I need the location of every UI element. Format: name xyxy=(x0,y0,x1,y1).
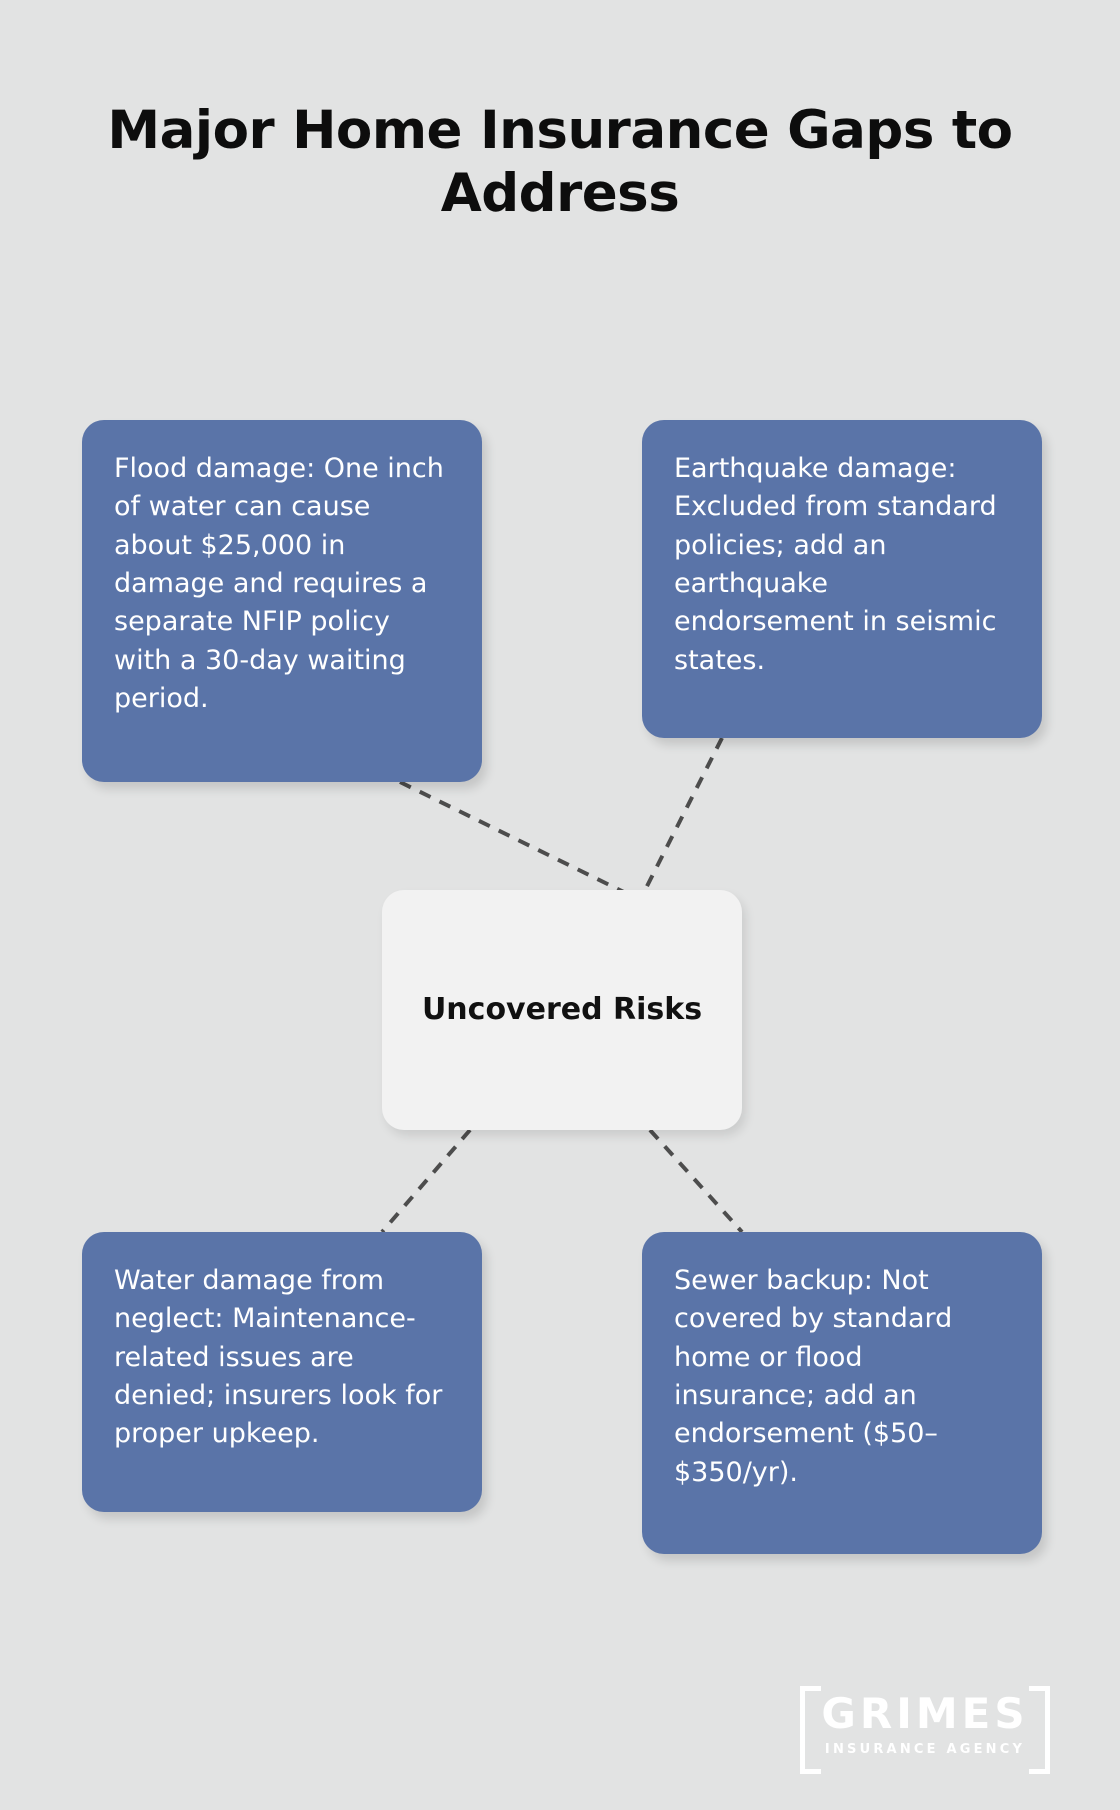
connector-flood-to-center xyxy=(400,782,640,900)
brand-name: GRIMES xyxy=(821,1689,1029,1738)
brand-logo xyxy=(800,1680,1050,1770)
center-node-uncovered-risks: Uncovered Risks xyxy=(382,890,742,1130)
connector-earthquake-to-center xyxy=(640,738,722,900)
brand-tagline: INSURANCE AGENCY xyxy=(824,1742,1026,1757)
risk-card-sewer-backup: Sewer backup: Not covered by standard home or flood insurance; add an endorsement ($50–$350/yr). xyxy=(642,1232,1042,1554)
connector-center-to-sewer xyxy=(650,1130,742,1232)
risk-card-flood: Flood damage: One inch of water can cause about $25,000 in damage and requires a separate NFIP policy with a 30-day waiting period. xyxy=(82,420,482,782)
connector-center-to-neglect xyxy=(382,1130,470,1232)
page-title: Major Home Insurance Gaps to Address xyxy=(107,100,1013,224)
risk-card-earthquake: Earthquake damage: Excluded from standard policies; add an earthquake endorsement in seismic states. xyxy=(642,420,1042,738)
risk-card-water-damage-neglect: Water damage from neglect: Maintenance-related issues are denied; insurers look for proper upkeep. xyxy=(82,1232,482,1512)
